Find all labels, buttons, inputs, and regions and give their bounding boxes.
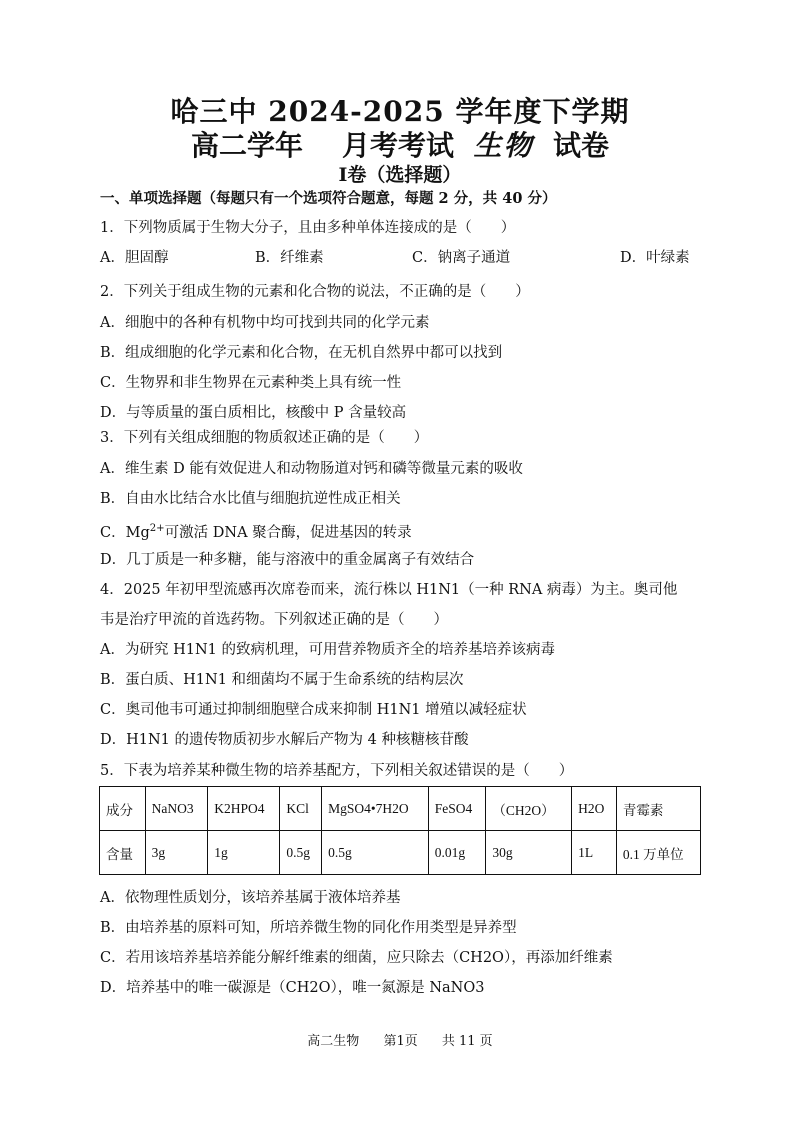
table-cell: K2HPO4 [208, 787, 280, 831]
medium-recipe-table [99, 786, 701, 875]
table-cell: 青霉素 [616, 787, 700, 831]
option-c [100, 519, 412, 543]
option: A．依物理性质划分，该培养基属于液体培养基 [100, 890, 401, 906]
question-4-stem-line1: 4．2025 年初甲型流感再次席卷而来，流行株以 H1N1（一种 RNA 病毒）为主。奥司他 [100, 582, 678, 598]
table-cell: 1g [208, 831, 280, 875]
subject-label: 生物 [473, 129, 534, 162]
paper-label: 试卷 [553, 129, 610, 162]
table-cell: H2O [572, 787, 617, 831]
table-cell: 0.5g [280, 831, 322, 875]
question-2-stem: 2．下列关于组成生物的元素和化合物的说法，不正确的是（ ） [100, 284, 530, 300]
exam-type-label: 月考考试 [341, 129, 454, 162]
option: D．H1N1 的遗传物质初步水解后产物为 4 种核糖核苷酸 [100, 732, 469, 748]
option: B．组成细胞的化学元素和化合物，在无机自然界中都可以找到 [100, 345, 503, 361]
table-cell: NaNO3 [145, 787, 208, 831]
option: A．细胞中的各种有机物中均可找到共同的化学元素 [100, 315, 430, 331]
footer-page-total: 共 11 页 [441, 1034, 493, 1049]
option: A．维生素 D 能有效促进人和动物肠道对钙和磷等微量元素的吸收 [100, 461, 523, 477]
table-cell: MgSO4•7H2O [322, 787, 429, 831]
table-row [100, 787, 701, 831]
option: B．蛋白质、H1N1 和细菌均不属于生命系统的结构层次 [100, 672, 464, 688]
option: A．胆固醇 [100, 250, 169, 266]
option: B．自由水比结合水比值与细胞抗逆性成正相关 [100, 491, 401, 507]
page-footer [0, 1030, 800, 1049]
table-cell: 0.5g [322, 831, 429, 875]
table-cell: 30g [486, 831, 572, 875]
option: C．奥司他韦可通过抑制细胞壁合成来抑制 H1N1 增殖以减轻症状 [100, 702, 527, 718]
table-header-cell: 含量 [100, 831, 146, 875]
question-5-stem: 5．下表为培养某种微生物的培养基配方，下列相关叙述错误的是（ ） [100, 763, 574, 779]
exam-title: 哈三中 2024-2025 学年度下学期 [170, 95, 630, 128]
option: D．培养基中的唯一碳源是（CH2O），唯一氮源是 NaNO3 [100, 980, 485, 996]
table-cell: 1L [572, 831, 617, 875]
question-4-stem-line2: 韦是治疗甲流的首选药物。下列叙述正确的是（ ） [100, 612, 448, 628]
grade-label: 高二学年 [190, 129, 303, 162]
option: B．纤维素 [255, 250, 324, 266]
table-cell: 3g [145, 831, 208, 875]
table-row [100, 831, 701, 875]
option: B．由培养基的原料可知，所培养微生物的同化作用类型是异养型 [100, 920, 517, 936]
table-cell: FeSO4 [428, 787, 486, 831]
option: C．生物界和非生物界在元素种类上具有统一性 [100, 375, 402, 391]
table-cell: 0.01g [428, 831, 486, 875]
volume-heading: I卷（选择题） [338, 164, 462, 186]
option: C．钠离子通道 [412, 250, 511, 266]
option-c-prefix: C．Mg [100, 524, 150, 541]
option: A．为研究 H1N1 的致病机理，可用营养物质齐全的培养基培养该病毒 [100, 642, 555, 658]
section-heading: 一、单项选择题（每题只有一个选项符合题意，每题 2 分，共 40 分） [100, 190, 557, 207]
footer-page-number: 第1页 [383, 1034, 418, 1049]
option: D．与等质量的蛋白质相比，核酸中 P 含量较高 [100, 405, 407, 421]
exam-subtitle [0, 124, 800, 164]
option-c-text: 可激活 DNA 聚合酶，促进基因的转录 [164, 524, 412, 541]
charge-superscript: 2+ [149, 523, 165, 534]
option: C．若用该培养基培养能分解纤维素的细菌，应只除去（CH2O），再添加纤维素 [100, 950, 613, 966]
question-3-stem: 3．下列有关组成细胞的物质叙述正确的是（ ） [100, 430, 429, 446]
table-cell: KCl [280, 787, 322, 831]
table-cell: （CH2O） [486, 787, 572, 831]
footer-subject: 高二生物 [307, 1034, 360, 1049]
option: D．几丁质是一种多糖，能与溶液中的重金属离子有效结合 [100, 552, 475, 568]
question-1-stem: 1．下列物质属于生物大分子，且由多种单体连接成的是（ ） [100, 220, 516, 236]
option: D．叶绿素 [620, 250, 690, 266]
table-cell: 0.1 万单位 [616, 831, 700, 875]
table-header-cell: 成分 [100, 787, 146, 831]
